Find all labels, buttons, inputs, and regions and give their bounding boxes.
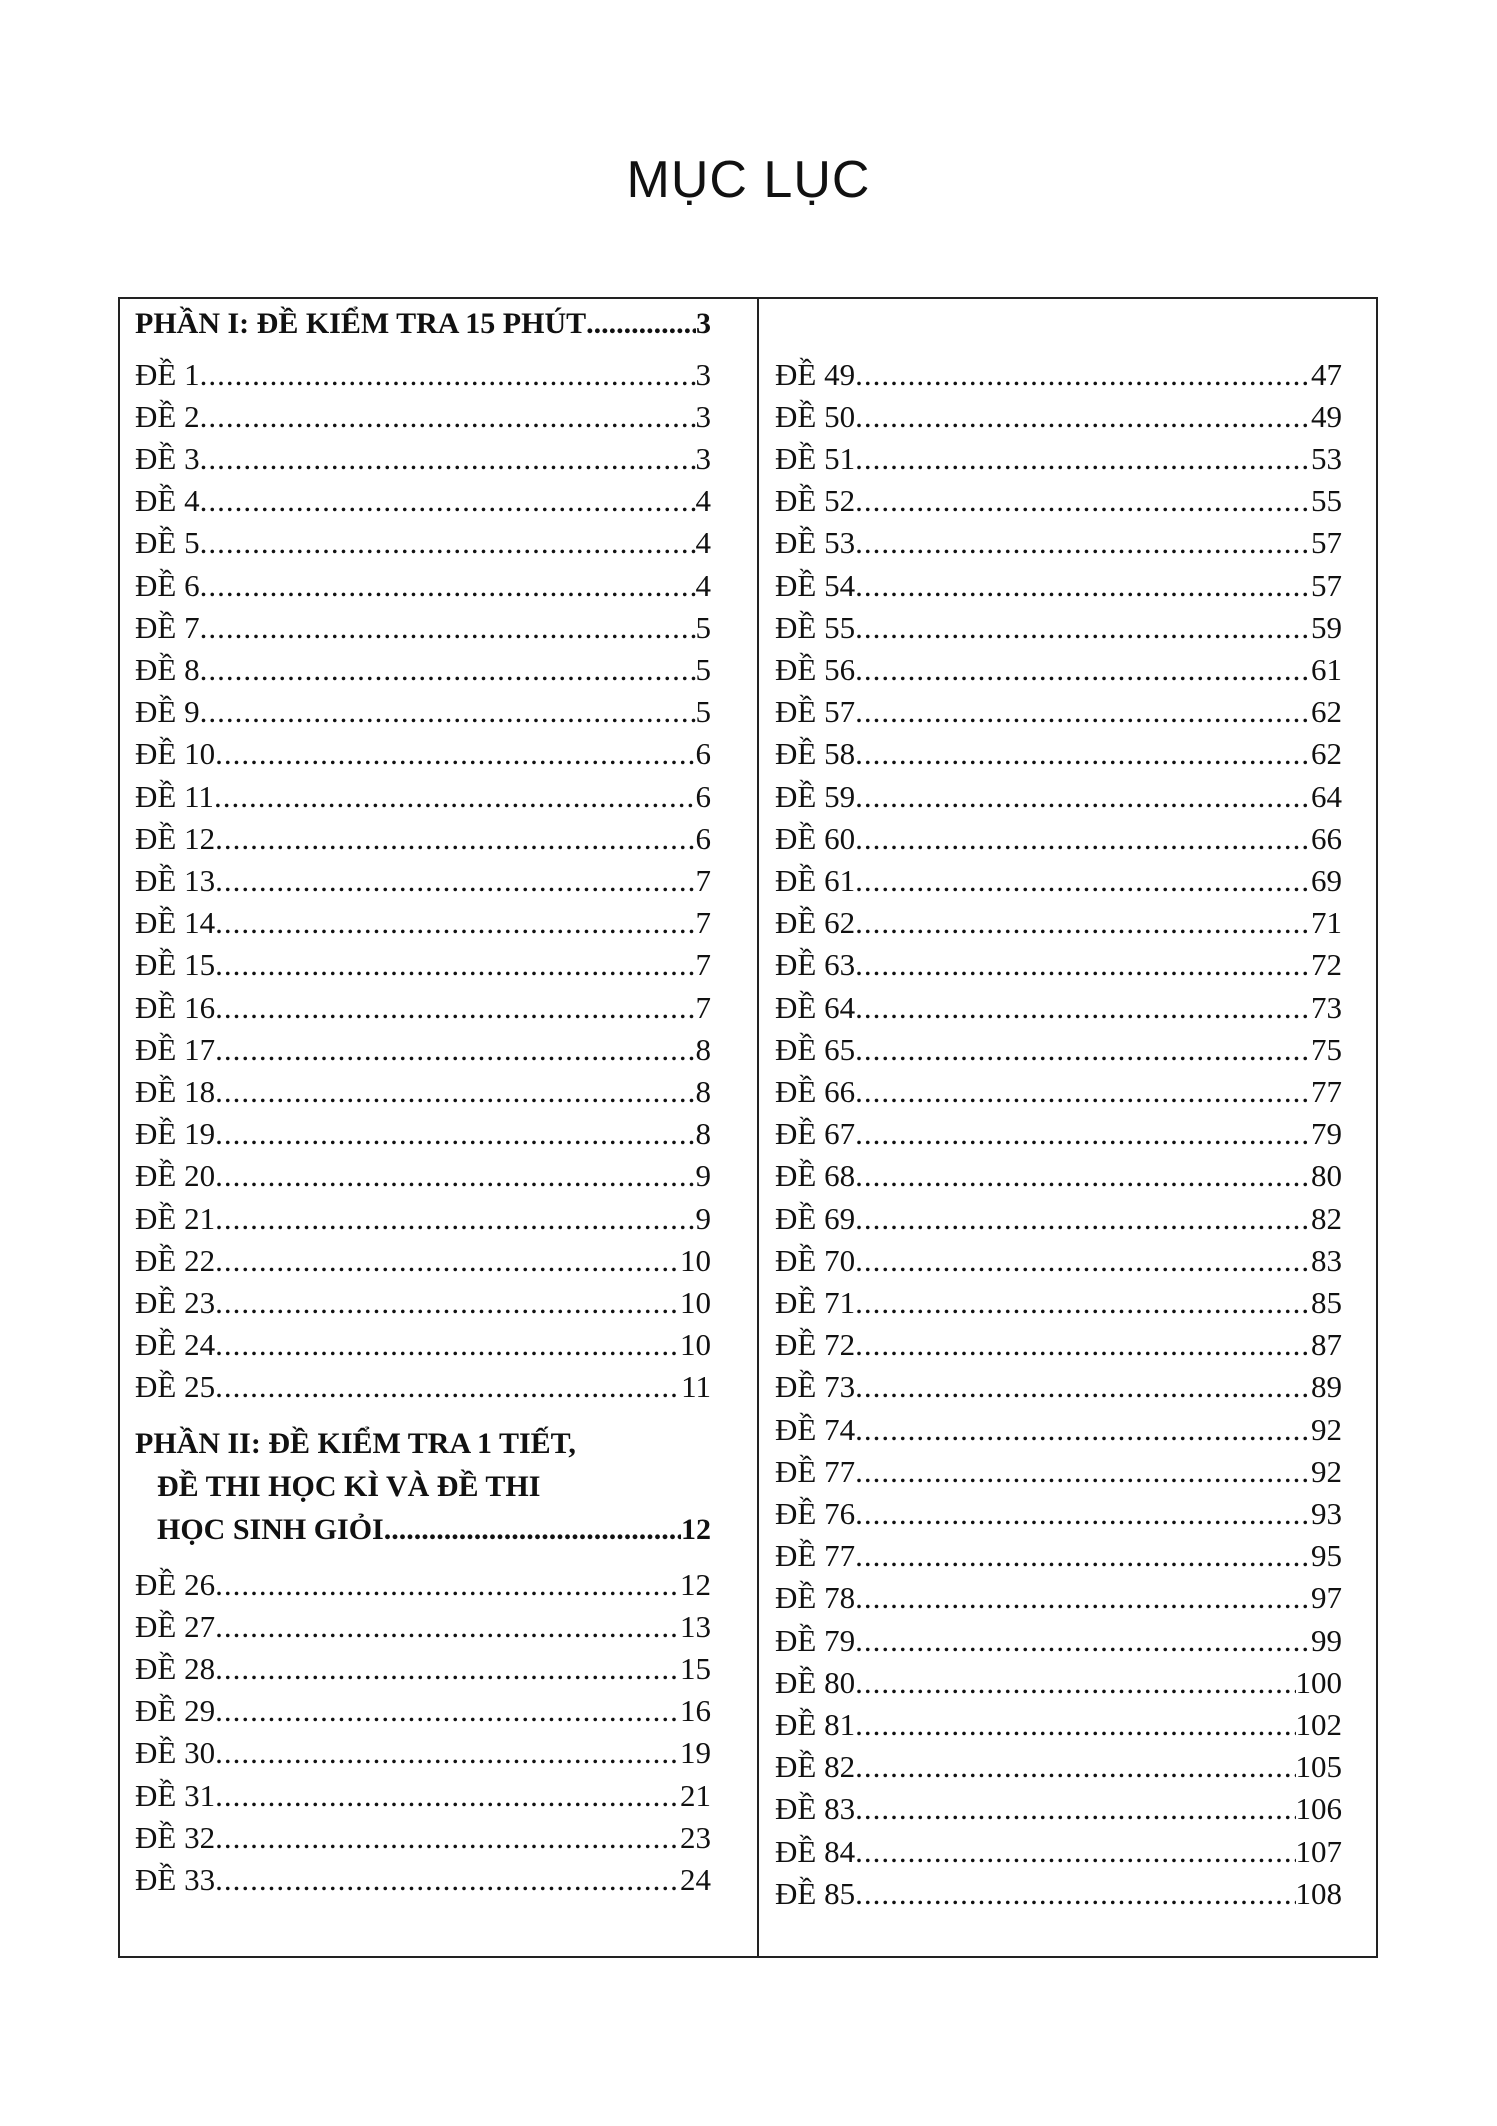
page-title: MỤC LỤC: [626, 151, 871, 209]
toc-entry-label: ĐỀ 31: [135, 1777, 216, 1813]
toc-entry-label: ĐỀ 81: [775, 1706, 856, 1742]
toc-entry[interactable]: [775, 606, 1342, 649]
toc-entry-label: ĐỀ 55: [775, 609, 856, 645]
toc-entry[interactable]: [775, 1281, 1342, 1324]
toc-entry-page: 4: [695, 483, 711, 519]
toc-entry[interactable]: [775, 1113, 1342, 1156]
toc-entry-page: 69: [1311, 862, 1342, 898]
toc-entry-label: ĐỀ 8: [135, 651, 200, 687]
leader-dots: [215, 1243, 680, 1279]
toc-entry-page: 4: [695, 525, 711, 561]
toc-entry-page: 99: [1311, 1622, 1342, 1658]
leader-dots: [855, 568, 1311, 604]
toc-entry[interactable]: [775, 859, 1342, 902]
leader-dots: [215, 1201, 695, 1237]
leader-dots: [855, 1369, 1311, 1405]
toc-entry-label: ĐỀ 56: [775, 651, 856, 687]
toc-entry-page: 12: [680, 1566, 711, 1602]
leader-dots: [215, 736, 695, 772]
toc-entry-page: 3: [695, 440, 711, 476]
toc-entry-page: 61: [1311, 651, 1342, 687]
toc-entry-label: ĐỀ 4: [135, 483, 200, 519]
toc-entry-page: 5: [695, 694, 711, 730]
toc-entry-page: 93: [1311, 1495, 1342, 1531]
heading-page: 3: [696, 306, 711, 340]
toc-entry-page: 19: [680, 1735, 711, 1771]
leader-dots: [215, 863, 695, 899]
toc-entry[interactable]: [135, 775, 711, 818]
toc-entry-page: 8: [695, 1116, 711, 1152]
leader-dots: [855, 1665, 1295, 1701]
toc-entry-page: 4: [695, 567, 711, 603]
toc-entry-label: ĐỀ 30: [135, 1735, 216, 1771]
toc-entry-page: 9: [695, 1158, 711, 1194]
toc-entry[interactable]: [135, 353, 711, 396]
leader-dots: [215, 990, 695, 1026]
leader-dots: [855, 779, 1311, 815]
toc-entry-page: 7: [695, 989, 711, 1025]
toc-entry[interactable]: [135, 1281, 711, 1324]
toc-entry-page: 13: [680, 1608, 711, 1644]
leader-dots: [855, 1201, 1311, 1237]
leader-dots: [855, 947, 1311, 983]
toc-entry-label: ĐỀ 62: [775, 905, 856, 941]
toc-entry-page: 55: [1311, 483, 1342, 519]
toc-entry[interactable]: [775, 480, 1342, 523]
leader-dots: [855, 1158, 1311, 1194]
toc-entry[interactable]: [775, 1788, 1342, 1831]
toc-entry-label: ĐỀ 11: [135, 778, 214, 814]
toc-entry[interactable]: [775, 944, 1342, 987]
toc-entry-label: ĐỀ 73: [775, 1369, 856, 1405]
toc-entry-page: 97: [1311, 1580, 1342, 1616]
toc-entry-page: 62: [1311, 694, 1342, 730]
toc-entry[interactable]: [775, 775, 1342, 818]
leader-dots: [215, 1862, 680, 1898]
leader-dots: [855, 736, 1311, 772]
toc-entry[interactable]: [775, 648, 1342, 691]
toc-entry-page: 73: [1311, 989, 1342, 1025]
toc-entry[interactable]: [775, 1746, 1342, 1789]
toc-entry-label: ĐỀ 82: [775, 1749, 856, 1785]
toc-entry-page: 10: [680, 1284, 711, 1320]
toc-entry[interactable]: [775, 817, 1342, 860]
toc-entry-page: 102: [1295, 1706, 1342, 1742]
leader-dots: [215, 1735, 680, 1771]
toc-entry-label: ĐỀ 28: [135, 1650, 216, 1686]
toc-entry-page: 6: [695, 778, 711, 814]
toc-entry-label: ĐỀ 74: [775, 1411, 856, 1447]
leader-dots: [855, 1580, 1311, 1616]
leader-dots: [855, 1285, 1311, 1321]
toc-entry[interactable]: [135, 1605, 711, 1648]
toc-entry-label: ĐỀ 27: [135, 1608, 216, 1644]
toc-entry-page: 7: [695, 905, 711, 941]
toc-entry-label: ĐỀ 29: [135, 1693, 216, 1729]
toc-entry-page: 108: [1295, 1875, 1342, 1911]
toc-entry-page: 5: [695, 609, 711, 645]
toc-entry-label: ĐỀ 84: [775, 1833, 856, 1869]
toc-entry[interactable]: [135, 691, 711, 734]
leader-dots: [200, 441, 696, 477]
toc-entry-label: ĐỀ 61: [775, 862, 856, 898]
toc-entry-page: 3: [695, 356, 711, 392]
toc-entry-label: ĐỀ 65: [775, 1031, 856, 1067]
toc-entry-label: ĐỀ 16: [135, 989, 216, 1025]
toc-entry-label: ĐỀ 77: [775, 1453, 856, 1489]
leader-dots: [215, 1074, 695, 1110]
leader-dots: [215, 1820, 680, 1856]
toc-entry-page: 5: [695, 651, 711, 687]
toc-entry[interactable]: [135, 1070, 711, 1113]
toc-entry-page: 57: [1311, 525, 1342, 561]
toc-entry-label: ĐỀ 53: [775, 525, 856, 561]
toc-entry-page: 62: [1311, 736, 1342, 772]
toc-entry-page: 80: [1311, 1158, 1342, 1194]
toc-entry[interactable]: [775, 1324, 1342, 1367]
toc-entry-label: ĐỀ 10: [135, 736, 216, 772]
toc-entry[interactable]: [135, 1028, 711, 1071]
toc-entry[interactable]: [775, 986, 1342, 1029]
toc-entry-label: ĐỀ 21: [135, 1200, 216, 1236]
leader-dots: [855, 652, 1311, 688]
leader-dots: [855, 610, 1311, 646]
toc-entry-label: ĐỀ 22: [135, 1242, 216, 1278]
toc-entry-label: ĐỀ 64: [775, 989, 856, 1025]
leader-dots: [215, 1567, 680, 1603]
toc-entry-label: ĐỀ 5: [135, 525, 200, 561]
toc-entry-label: ĐỀ 13: [135, 862, 216, 898]
toc-entry-label: ĐỀ 23: [135, 1284, 216, 1320]
leader-dots: [855, 821, 1311, 857]
toc-entry[interactable]: [135, 1563, 711, 1606]
leader-dots: [215, 1369, 681, 1405]
leader-dots: [215, 1778, 680, 1814]
toc-entry[interactable]: [775, 733, 1342, 776]
toc-entry[interactable]: [775, 1872, 1342, 1915]
toc-entry[interactable]: [775, 1535, 1342, 1578]
leader-dots: [200, 525, 696, 561]
toc-entry-page: 16: [680, 1693, 711, 1729]
toc-entry[interactable]: [135, 1816, 711, 1859]
toc-entry[interactable]: [775, 1408, 1342, 1451]
toc-entry[interactable]: [135, 1647, 711, 1690]
toc-entry-page: 66: [1311, 820, 1342, 856]
toc-entry[interactable]: [135, 1239, 711, 1282]
toc-entry-label: ĐỀ 54: [775, 567, 856, 603]
toc-entry[interactable]: [775, 1703, 1342, 1746]
toc-entry-label: ĐỀ 3: [135, 440, 200, 476]
leader-dots: [855, 1538, 1311, 1574]
toc-entry-page: 15: [680, 1650, 711, 1686]
toc-entry-page: 9: [695, 1200, 711, 1236]
toc-entry-page: 10: [680, 1242, 711, 1278]
toc-entry-label: ĐỀ 24: [135, 1327, 216, 1363]
toc-entry[interactable]: [135, 648, 711, 691]
toc-entry[interactable]: [135, 606, 711, 649]
toc-entry[interactable]: [135, 1690, 711, 1733]
toc-entry[interactable]: [775, 437, 1342, 480]
toc-entry-page: 6: [695, 736, 711, 772]
toc-entry[interactable]: [775, 1492, 1342, 1535]
heading-line-3: [135, 1508, 711, 1551]
toc-entry-label: ĐỀ 32: [135, 1819, 216, 1855]
leader-dots: [855, 1749, 1295, 1785]
toc-entry-label: ĐỀ 19: [135, 1116, 216, 1152]
toc-entry-page: 82: [1311, 1200, 1342, 1236]
toc-entry-page: 75: [1311, 1031, 1342, 1067]
toc-entry[interactable]: [775, 1577, 1342, 1620]
toc-entry[interactable]: [135, 395, 711, 438]
toc-entry-page: 85: [1311, 1284, 1342, 1320]
toc-entry-page: 57: [1311, 567, 1342, 603]
toc-entry-label: ĐỀ 7: [135, 609, 200, 645]
toc-entry[interactable]: [775, 1450, 1342, 1493]
toc-entry-page: 7: [695, 947, 711, 983]
leader-dots: [384, 1508, 681, 1551]
leader-dots: [200, 694, 696, 730]
leader-dots: [215, 1693, 680, 1729]
toc-entry-label: ĐỀ 63: [775, 947, 856, 983]
toc-entry-label: ĐỀ 50: [775, 398, 856, 434]
toc-entry[interactable]: [135, 1324, 711, 1367]
leader-dots: [215, 905, 695, 941]
toc-entry[interactable]: [775, 564, 1342, 607]
toc-entry-label: ĐỀ 60: [775, 820, 856, 856]
toc-entry-page: 8: [695, 1031, 711, 1067]
leader-dots: [855, 1834, 1295, 1870]
toc-entry-page: 11: [681, 1369, 711, 1405]
leader-dots: [855, 1496, 1311, 1532]
toc-entry-page: 105: [1295, 1749, 1342, 1785]
leader-dots: [200, 568, 696, 604]
leader-dots: [855, 1412, 1311, 1448]
toc-entry-page: 72: [1311, 947, 1342, 983]
leader-dots: [200, 652, 696, 688]
heading-page: 12: [681, 1513, 711, 1546]
toc-entry-page: 8: [695, 1073, 711, 1109]
toc-entry[interactable]: [775, 1830, 1342, 1873]
toc-entry-label: ĐỀ 85: [775, 1875, 856, 1911]
toc-entry[interactable]: [775, 902, 1342, 945]
toc-entry-label: ĐỀ 72: [775, 1327, 856, 1363]
toc-entry[interactable]: [135, 480, 711, 523]
leader-dots: [855, 441, 1311, 477]
toc-entry-label: ĐỀ 12: [135, 820, 216, 856]
leader-dots: [855, 357, 1311, 393]
toc-entry[interactable]: [775, 1028, 1342, 1071]
toc-entry[interactable]: [135, 522, 711, 565]
toc-entry-label: ĐỀ 26: [135, 1566, 216, 1602]
toc-entry-label: ĐỀ 59: [775, 778, 856, 814]
leader-dots: [855, 399, 1311, 435]
toc-entry-label: ĐỀ 57: [775, 694, 856, 730]
toc-entry[interactable]: [775, 1619, 1342, 1662]
toc-entry[interactable]: [135, 859, 711, 902]
toc-entry-label: ĐỀ 79: [775, 1622, 856, 1658]
toc-entry-label: ĐỀ 18: [135, 1073, 216, 1109]
toc-entry[interactable]: [775, 522, 1342, 565]
toc-entry-label: ĐỀ 70: [775, 1242, 856, 1278]
toc-entry-page: 53: [1311, 440, 1342, 476]
leader-dots: [586, 307, 696, 341]
toc-entry-page: 49: [1311, 398, 1342, 434]
toc-entry-label: ĐỀ 51: [775, 440, 856, 476]
toc-entry[interactable]: [135, 1197, 711, 1240]
toc-entry-page: 89: [1311, 1369, 1342, 1405]
heading-line-2: ĐỀ THI HỌC KÌ VÀ ĐỀ THI: [157, 1470, 541, 1503]
leader-dots: [215, 1032, 695, 1068]
toc-entry-label: ĐỀ 49: [775, 356, 856, 392]
toc-entry-page: 106: [1295, 1791, 1342, 1827]
toc-entry-page: 79: [1311, 1116, 1342, 1152]
toc-entry-label: ĐỀ 69: [775, 1200, 856, 1236]
toc-entry-label: ĐỀ 15: [135, 947, 216, 983]
toc-entry-label: ĐỀ 66: [775, 1073, 856, 1109]
toc-entry[interactable]: [135, 1774, 711, 1817]
toc-entry[interactable]: [135, 437, 711, 480]
leader-dots: [855, 1623, 1311, 1659]
toc-entry-label: ĐỀ 14: [135, 905, 216, 941]
toc-entry-label: ĐỀ 17: [135, 1031, 216, 1067]
leader-dots: [855, 1116, 1311, 1152]
toc-entry-label: ĐỀ 2: [135, 398, 200, 434]
toc-entry-page: 100: [1295, 1664, 1342, 1700]
toc-entry[interactable]: [135, 1155, 711, 1198]
toc-heading-part1[interactable]: [135, 302, 711, 345]
toc-entry[interactable]: [775, 1366, 1342, 1409]
toc-entry-page: 24: [680, 1861, 711, 1897]
toc-entry-label: ĐỀ 20: [135, 1158, 216, 1194]
toc-entry-label: ĐỀ 76: [775, 1495, 856, 1531]
toc-entry-label: ĐỀ 77: [775, 1538, 856, 1574]
toc-entry[interactable]: [775, 691, 1342, 734]
toc-entry-page: 87: [1311, 1327, 1342, 1363]
toc-entry-page: 77: [1311, 1073, 1342, 1109]
toc-entry[interactable]: [135, 986, 711, 1029]
toc-entry-page: 83: [1311, 1242, 1342, 1278]
leader-dots: [200, 610, 696, 646]
leader-dots: [215, 1327, 680, 1363]
toc-entry[interactable]: [775, 1239, 1342, 1282]
toc-entry[interactable]: [135, 1732, 711, 1775]
toc-entry-label: ĐỀ 1: [135, 356, 200, 392]
toc-entry-label: ĐỀ 9: [135, 694, 200, 730]
toc-entry-label: ĐỀ 25: [135, 1369, 216, 1405]
toc-entry-page: 71: [1311, 905, 1342, 941]
toc-entry-page: 107: [1295, 1833, 1342, 1869]
leader-dots: [855, 1454, 1311, 1490]
leader-dots: [200, 399, 696, 435]
leader-dots: [214, 779, 696, 815]
toc-entry-page: 10: [680, 1327, 711, 1363]
leader-dots: [855, 1074, 1311, 1110]
toc-entry-label: ĐỀ 58: [775, 736, 856, 772]
toc-entry-page: 47: [1311, 356, 1342, 392]
toc-entry[interactable]: [135, 1113, 711, 1156]
toc-entry[interactable]: [775, 1197, 1342, 1240]
leader-dots: [200, 483, 696, 519]
toc-entry[interactable]: [135, 944, 711, 987]
leader-dots: [200, 357, 696, 393]
leader-dots: [215, 1285, 680, 1321]
toc-entry-label: ĐỀ 33: [135, 1861, 216, 1897]
toc-heading-part2[interactable]: [135, 1422, 711, 1551]
leader-dots: [215, 1651, 680, 1687]
toc-entry-label: ĐỀ 6: [135, 567, 200, 603]
leader-dots: [215, 1158, 695, 1194]
toc-entry-label: ĐỀ 78: [775, 1580, 856, 1616]
toc-entry[interactable]: [135, 1366, 711, 1409]
toc-entry-page: 92: [1311, 1411, 1342, 1447]
toc-entry[interactable]: [775, 395, 1342, 438]
toc-entry[interactable]: [775, 1070, 1342, 1113]
toc-entry-page: 7: [695, 862, 711, 898]
toc-entry[interactable]: [135, 817, 711, 860]
leader-dots: [855, 1876, 1295, 1912]
column-divider: [757, 297, 759, 1958]
leader-dots: [855, 990, 1311, 1026]
toc-entry[interactable]: [135, 902, 711, 945]
toc-entry[interactable]: [135, 1858, 711, 1901]
heading-label: HỌC SINH GIỎI: [157, 1513, 384, 1546]
leader-dots: [855, 1032, 1311, 1068]
leader-dots: [215, 1116, 695, 1152]
toc-entry-label: ĐỀ 80: [775, 1664, 856, 1700]
toc-entry-label: ĐỀ 71: [775, 1284, 856, 1320]
toc-entry-label: ĐỀ 67: [775, 1116, 856, 1152]
toc-entry-page: 95: [1311, 1538, 1342, 1574]
leader-dots: [855, 1243, 1311, 1279]
toc-entry[interactable]: [135, 733, 711, 776]
leader-dots: [855, 863, 1311, 899]
leader-dots: [215, 947, 695, 983]
toc-entry-page: 92: [1311, 1453, 1342, 1489]
heading-line-1: PHẦN II: ĐỀ KIỂM TRA 1 TIẾT,: [135, 1427, 576, 1460]
heading-label: PHẦN I: ĐỀ KIỂM TRA 15 PHÚT: [135, 306, 587, 340]
leader-dots: [215, 821, 695, 857]
leader-dots: [855, 694, 1311, 730]
toc-entry[interactable]: [775, 1155, 1342, 1198]
toc-entry[interactable]: [775, 1661, 1342, 1704]
toc-entry-label: ĐỀ 68: [775, 1158, 856, 1194]
leader-dots: [855, 1791, 1295, 1827]
leader-dots: [215, 1609, 680, 1645]
toc-entry-label: ĐỀ 52: [775, 483, 856, 519]
toc-entry[interactable]: [775, 353, 1342, 396]
toc-entry-page: 3: [695, 398, 711, 434]
leader-dots: [855, 1707, 1295, 1743]
toc-entry-page: 64: [1311, 778, 1342, 814]
leader-dots: [855, 525, 1311, 561]
leader-dots: [855, 905, 1311, 941]
toc-entry-page: 23: [680, 1819, 711, 1855]
toc-entry-label: ĐỀ 83: [775, 1791, 856, 1827]
toc-entry-page: 21: [680, 1777, 711, 1813]
toc-entry-page: 6: [695, 820, 711, 856]
leader-dots: [855, 483, 1311, 519]
toc-entry[interactable]: [135, 564, 711, 607]
toc-entry-page: 59: [1311, 609, 1342, 645]
leader-dots: [855, 1327, 1311, 1363]
